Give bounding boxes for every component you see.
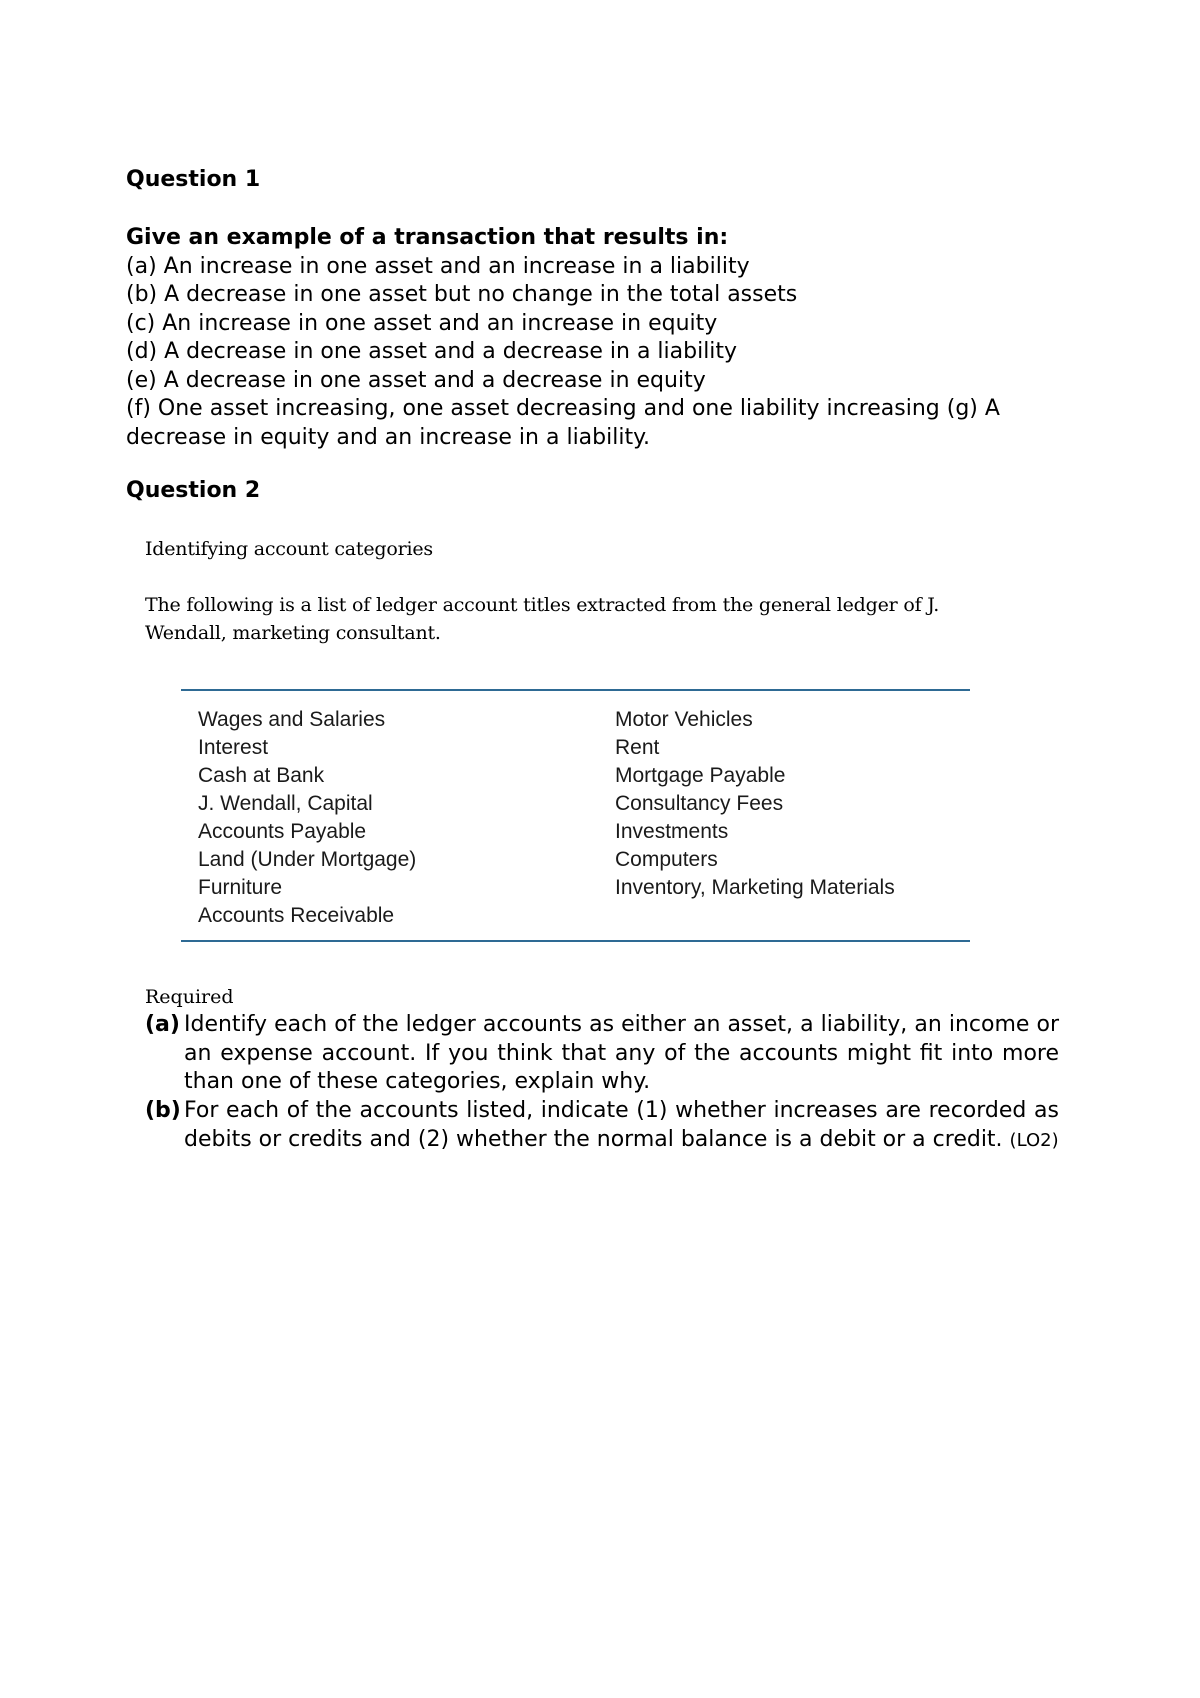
question-1-heading: Question 1 xyxy=(126,167,261,192)
question-1-item-b: (b) A decrease in one asset but no change in the total assets xyxy=(126,282,798,307)
required-item-a xyxy=(145,1011,1059,1097)
ledger-account: Inventory, Marketing Materials xyxy=(615,876,895,899)
ledger-account: Accounts Payable xyxy=(198,820,367,843)
required-item-letter: (a) xyxy=(145,1012,180,1037)
question-1-item-c: (c) An increase in one asset and an increase in equity xyxy=(126,310,718,336)
required-item-text-wrapper xyxy=(145,1097,1059,1155)
question-2-heading: Question 2 xyxy=(126,478,261,503)
question-2-description: The following is a list of ledger account titles extracted from the general ledger of J. Wendall, marketing consultant. xyxy=(145,594,940,644)
ledger-account: Mortgage Payable xyxy=(615,764,786,787)
learning-outcome-reference: (LO2) xyxy=(1009,1129,1059,1151)
ledger-account: Rent xyxy=(615,736,660,759)
question-1-item-d: (d) A decrease in one asset and a decrease in a liability xyxy=(126,339,738,364)
ledger-account: Wages and Salaries xyxy=(198,708,386,731)
question-1-item-e: (e) A decrease in one asset and a decrease in equity xyxy=(126,367,706,393)
question-1-item-a: (a) An increase in one asset and an increase in a liability xyxy=(126,253,750,279)
question-1-body xyxy=(126,224,1106,452)
ledger-account: Land (Under Mortgage) xyxy=(198,848,417,871)
question-1-item-f: (f) One asset increasing, one asset decreasing and one liability increasing (g) A decrease in equity and an increase in a liability. xyxy=(126,396,1000,450)
required-item-text: Identify each of the ledger accounts as either an asset, a liability, an income or an expense account. If you think that any of the accounts might fit into more than one of these categories, explain why. xyxy=(184,1012,1059,1094)
ledger-account: Cash at Bank xyxy=(198,764,325,787)
ledger-accounts-table xyxy=(181,689,970,942)
ledger-account: Furniture xyxy=(198,876,283,899)
question-2-subtitle: Identifying account categories xyxy=(145,538,433,560)
ledger-account: Consultancy Fees xyxy=(615,792,784,815)
ledger-account: Computers xyxy=(615,848,718,871)
required-item-text: For each of the accounts listed, indicate (1) whether increases are recorded as debits or credits and (2) whether the normal balance is a debit or a credit. xyxy=(184,1098,1059,1152)
required-item-letter: (b) xyxy=(145,1098,181,1123)
ledger-account: Accounts Receivable xyxy=(198,904,395,927)
ledger-account: Investments xyxy=(615,820,729,843)
ledger-account: Motor Vehicles xyxy=(615,708,753,731)
question-1-intro: Give an example of a transaction that results in: xyxy=(126,225,729,250)
required-item-b xyxy=(145,1097,1059,1155)
ledger-accounts-right-column xyxy=(615,706,895,902)
ledger-accounts-left-column xyxy=(198,706,416,930)
required-label: Required xyxy=(145,986,234,1008)
ledger-account: Interest xyxy=(198,736,269,759)
ledger-account: J. Wendall, Capital xyxy=(198,792,373,815)
